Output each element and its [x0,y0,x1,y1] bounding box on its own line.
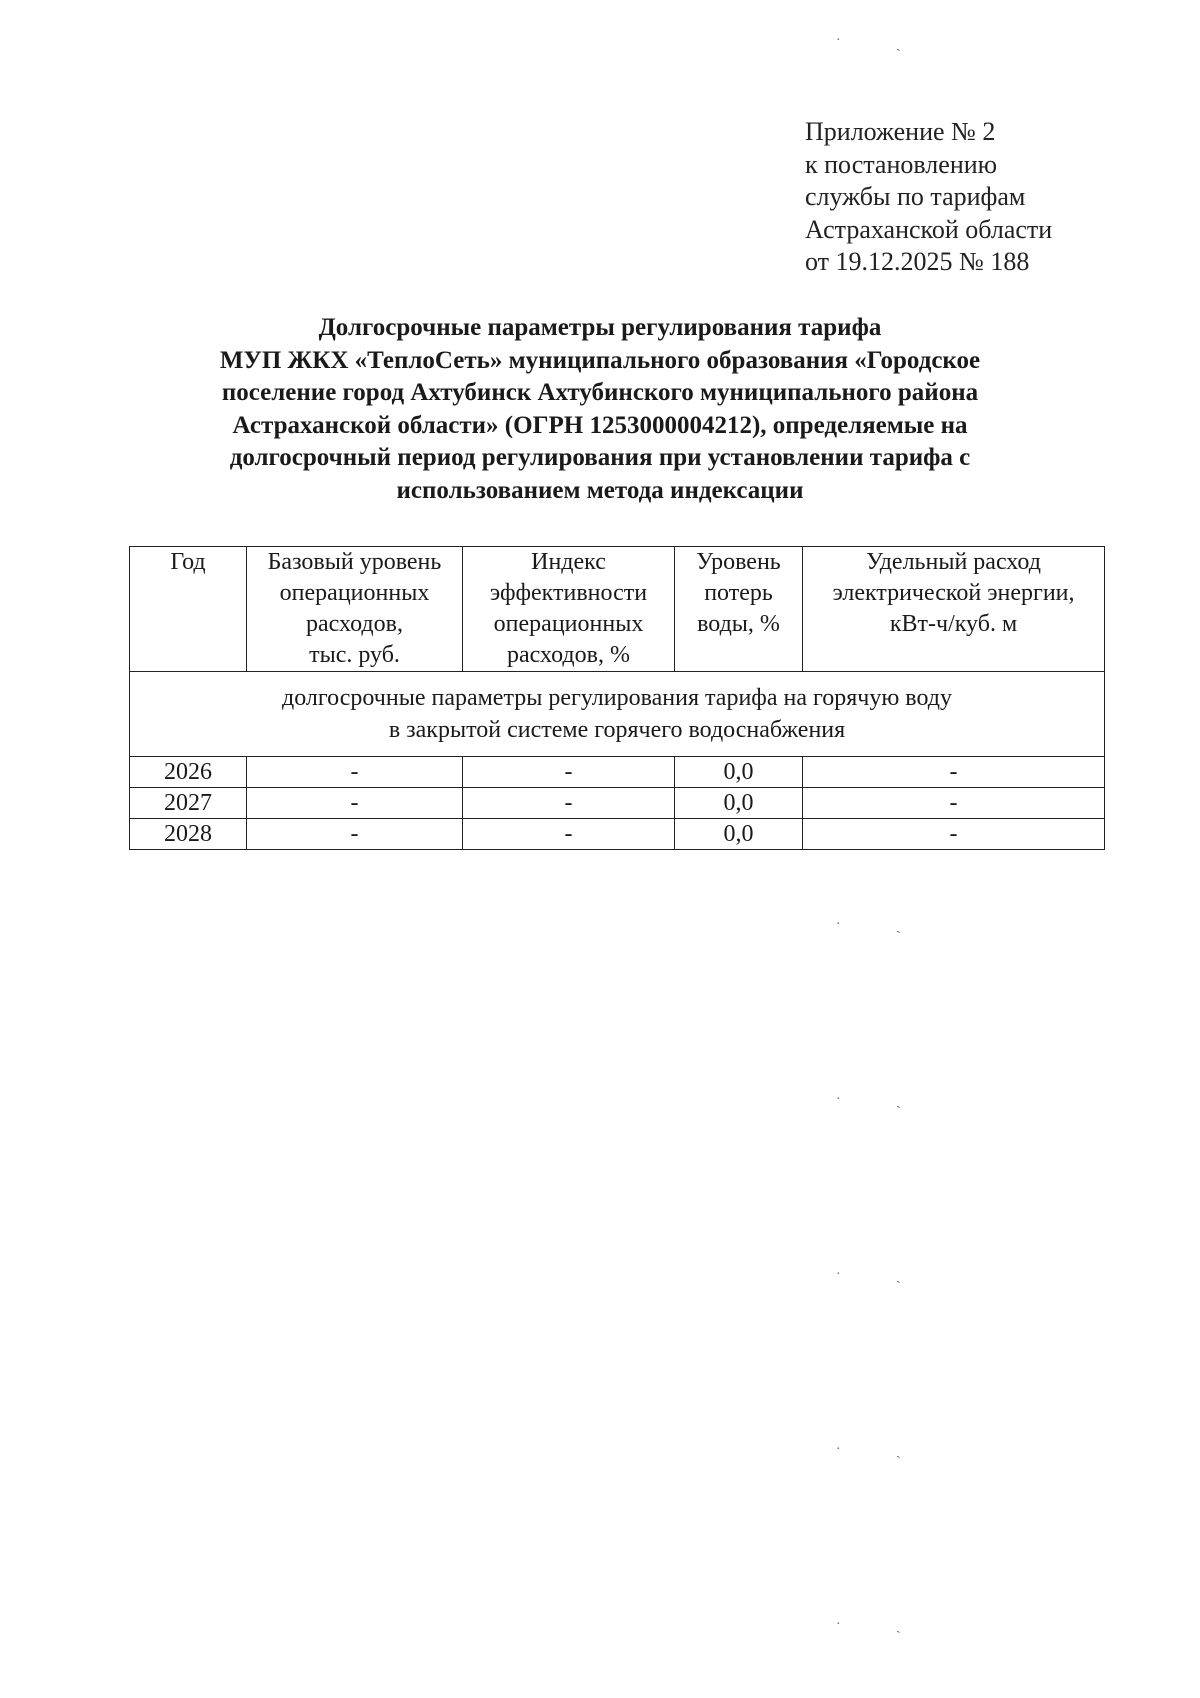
scan-speck: · [836,1617,841,1632]
cell-base-opex: - [247,788,463,819]
cell-base-opex: - [247,819,463,850]
cell-year: 2026 [130,757,247,788]
scan-speck: ˎ [896,1269,901,1284]
scan-speck: · [836,1267,841,1282]
cell-efficiency-index: - [463,819,675,850]
appendix-line: от 19.12.2025 № 188 [805,247,1030,276]
parameters-table [129,546,1105,850]
appendix-line: к постановлению [805,149,998,179]
cell-efficiency-index: - [463,788,675,819]
cell-energy-consumption: - [803,819,1105,850]
cell-energy-consumption: - [803,757,1105,788]
table-row [130,757,1105,788]
appendix-block [805,116,1135,279]
cell-water-losses: 0,0 [675,788,803,819]
cell-year: 2027 [130,788,247,819]
scan-speck: ˎ [896,1444,901,1459]
scan-speck: · [836,33,841,48]
header-water-losses: Уровень потерь воды, % [675,547,803,672]
section-caption: долгосрочные параметры регулирования тарифа на горячую воду в закрытой системе горячего водоснабжения [130,672,1105,757]
title-line: поселение город Ахтубинск Ахтубинского муниципального района [221,379,979,406]
header-efficiency-index: Индекс эффективности операционных расходов, % [463,547,675,672]
header-base-opex: Базовый уровень операционных расходов, тыс. руб. [247,547,463,672]
cell-base-opex: - [247,757,463,788]
table-row [130,819,1105,850]
cell-energy-consumption: - [803,788,1105,819]
cell-water-losses: 0,0 [675,757,803,788]
title-line: использованием метода индексации [396,476,804,504]
title-line: Долгосрочные параметры регулирования тарифа [318,314,882,341]
header-year: Год [130,547,247,672]
table-header-row [130,547,1105,672]
section-row [130,672,1105,757]
scan-speck: ˎ [896,1619,901,1634]
title-line: долгосрочный период регулирования при установлении тарифа с [229,444,971,471]
scan-speck: ˎ [896,1094,901,1109]
scan-speck: ˎ [896,37,901,52]
scan-speck: · [836,1092,841,1107]
scan-speck: · [836,917,841,932]
cell-year: 2028 [130,819,247,850]
document-title [150,312,1050,507]
title-line: Астраханской области» (ОГРН 1253000004212), определяемые на [232,411,968,439]
cell-efficiency-index: - [463,757,675,788]
scan-speck: · [836,1442,841,1457]
table-row [130,788,1105,819]
scan-speck: ˎ [896,919,901,934]
appendix-line: службы по тарифам [805,182,1026,211]
appendix-line: Приложение № 2 [805,117,996,146]
cell-water-losses: 0,0 [675,819,803,850]
header-energy-consumption: Удельный расход электрической энергии, кВт-ч/куб. м [803,547,1105,672]
appendix-line: Астраханской области [805,214,1053,244]
title-line: МУП ЖКХ «ТеплоСеть» муниципального образования «Городское [219,346,981,374]
